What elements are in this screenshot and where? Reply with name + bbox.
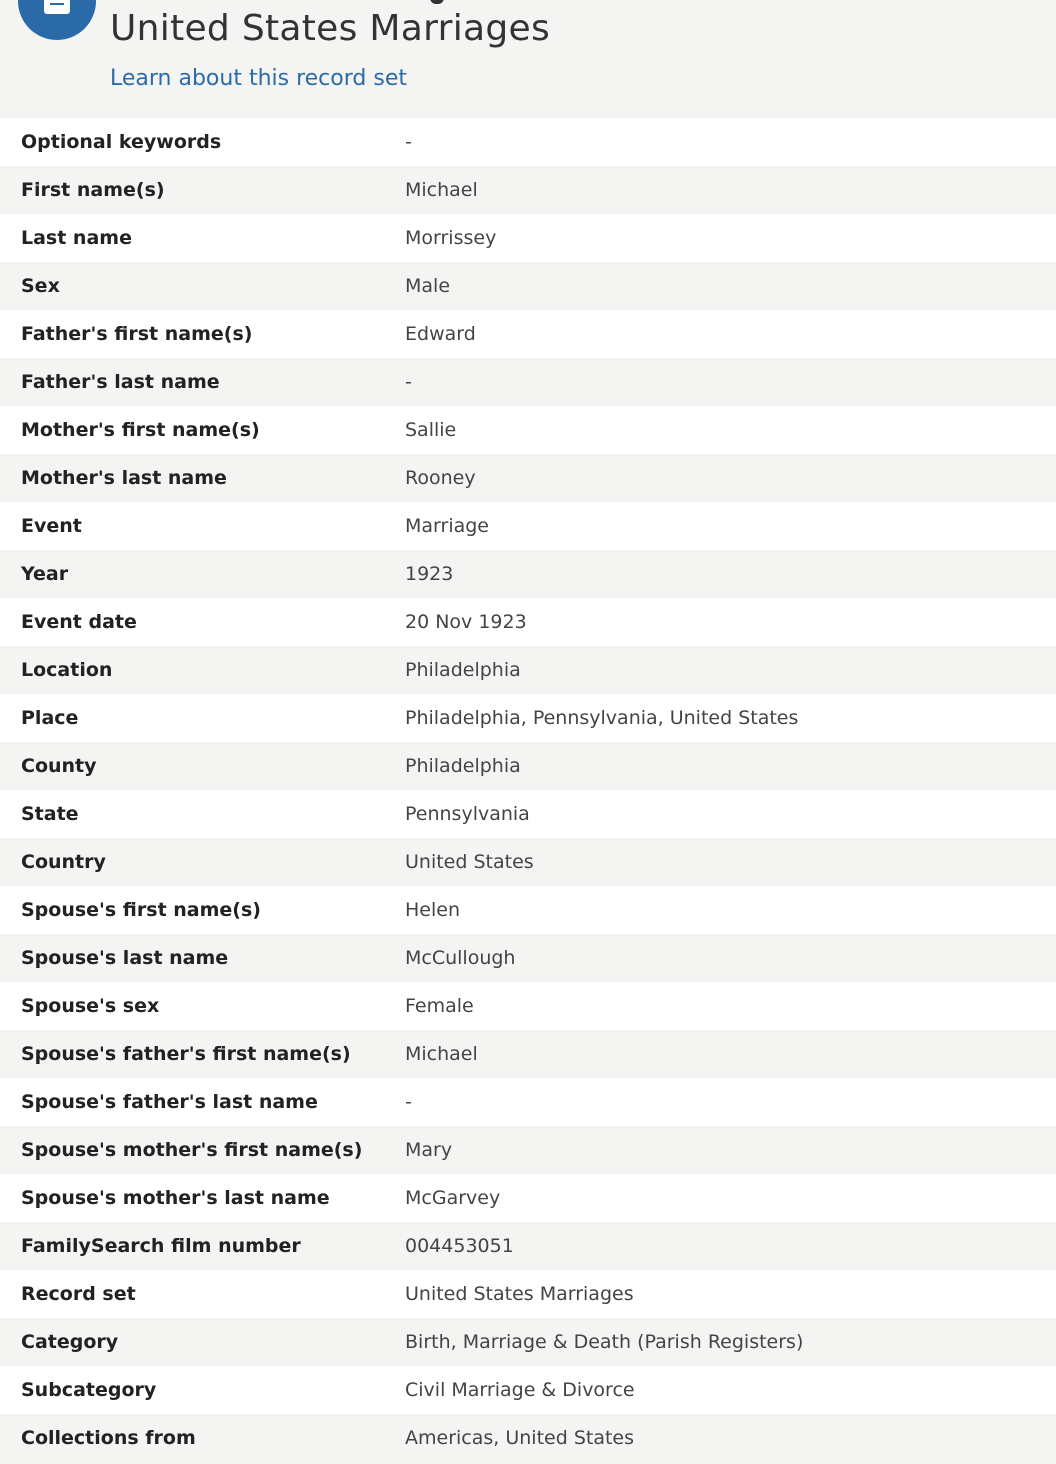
field-label: County [21,755,97,777]
field-value: Civil Marriage & Divorce [405,1379,635,1401]
field-label: Spouse's father's first name(s) [21,1043,351,1065]
field-label: Event [21,515,82,537]
field-label: Sex [21,275,60,297]
table-row [0,982,1056,1030]
clipped-title-glyph [430,0,444,4]
table-row [0,1126,1056,1174]
table-row [0,838,1056,886]
record-set-title: United States Marriages [110,8,551,49]
field-value: Male [405,275,451,297]
field-label: Location [21,659,113,681]
table-row [0,598,1056,646]
table-row [0,790,1056,838]
field-label: Father's first name(s) [21,323,253,345]
field-value: Americas, United States [405,1427,635,1449]
table-row [0,1078,1056,1126]
table-row [0,310,1056,358]
field-value: McCullough [405,947,516,969]
field-value: United States Marriages [405,1283,634,1305]
field-value: 20 Nov 1923 [405,611,527,633]
field-value: Female [405,995,474,1017]
field-value: United States [405,851,534,873]
field-value: Sallie [405,419,457,441]
field-label: Spouse's sex [21,995,160,1017]
field-value: - [405,131,412,153]
field-label: Event date [21,611,137,633]
field-value: 1923 [405,563,454,585]
field-label: Father's last name [21,371,220,393]
field-value: Helen [405,899,460,921]
field-label: Subcategory [21,1379,157,1401]
field-value: Philadelphia [405,755,521,777]
table-row [0,1222,1056,1270]
table-row [0,1414,1056,1462]
table-row [0,118,1056,166]
field-value: Edward [405,323,476,345]
table-row [0,214,1056,262]
table-row [0,742,1056,790]
table-row [0,1366,1056,1414]
field-label: Record set [21,1283,136,1305]
table-row [0,406,1056,454]
record-details-table [0,118,1056,1462]
field-label: Spouse's father's last name [21,1091,318,1113]
field-value: Marriage [405,515,489,537]
field-value: Michael [405,179,478,201]
field-label: Spouse's first name(s) [21,899,261,921]
table-row [0,358,1056,406]
table-row [0,1270,1056,1318]
table-row [0,1030,1056,1078]
field-label: Last name [21,227,132,249]
field-value: Rooney [405,467,476,489]
table-row [0,934,1056,982]
table-row [0,1174,1056,1222]
field-value: Morrissey [405,227,497,249]
field-label: Spouse's last name [21,947,229,969]
field-label: First name(s) [21,179,165,201]
table-row [0,1318,1056,1366]
field-label: Collections from [21,1427,196,1449]
field-label: FamilySearch film number [21,1235,301,1257]
field-value: 004453051 [405,1235,514,1257]
field-value: Michael [405,1043,478,1065]
field-label: Country [21,851,106,873]
table-row [0,454,1056,502]
field-value: Philadelphia, Pennsylvania, United States [405,707,799,729]
field-value: Birth, Marriage & Death (Parish Registers) [405,1331,804,1353]
table-row [0,502,1056,550]
learn-about-record-set-link[interactable]: Learn about this record set [110,66,407,91]
record-header [0,0,1056,118]
field-label: State [21,803,79,825]
field-label: Place [21,707,79,729]
table-row [0,550,1056,598]
field-label: Optional keywords [21,131,222,153]
document-icon [18,0,96,40]
field-label: Spouse's mother's first name(s) [21,1139,363,1161]
field-label: Mother's last name [21,467,227,489]
table-row [0,886,1056,934]
table-row [0,694,1056,742]
field-label: Mother's first name(s) [21,419,260,441]
field-label: Year [21,563,69,585]
field-label: Spouse's mother's last name [21,1187,330,1209]
table-row [0,262,1056,310]
field-value: - [405,371,412,393]
field-value: McGarvey [405,1187,501,1209]
table-row [0,166,1056,214]
field-label: Category [21,1331,119,1353]
field-value: Pennsylvania [405,803,530,825]
table-row [0,646,1056,694]
field-value: Philadelphia [405,659,521,681]
field-value: - [405,1091,412,1113]
field-value: Mary [405,1139,453,1161]
